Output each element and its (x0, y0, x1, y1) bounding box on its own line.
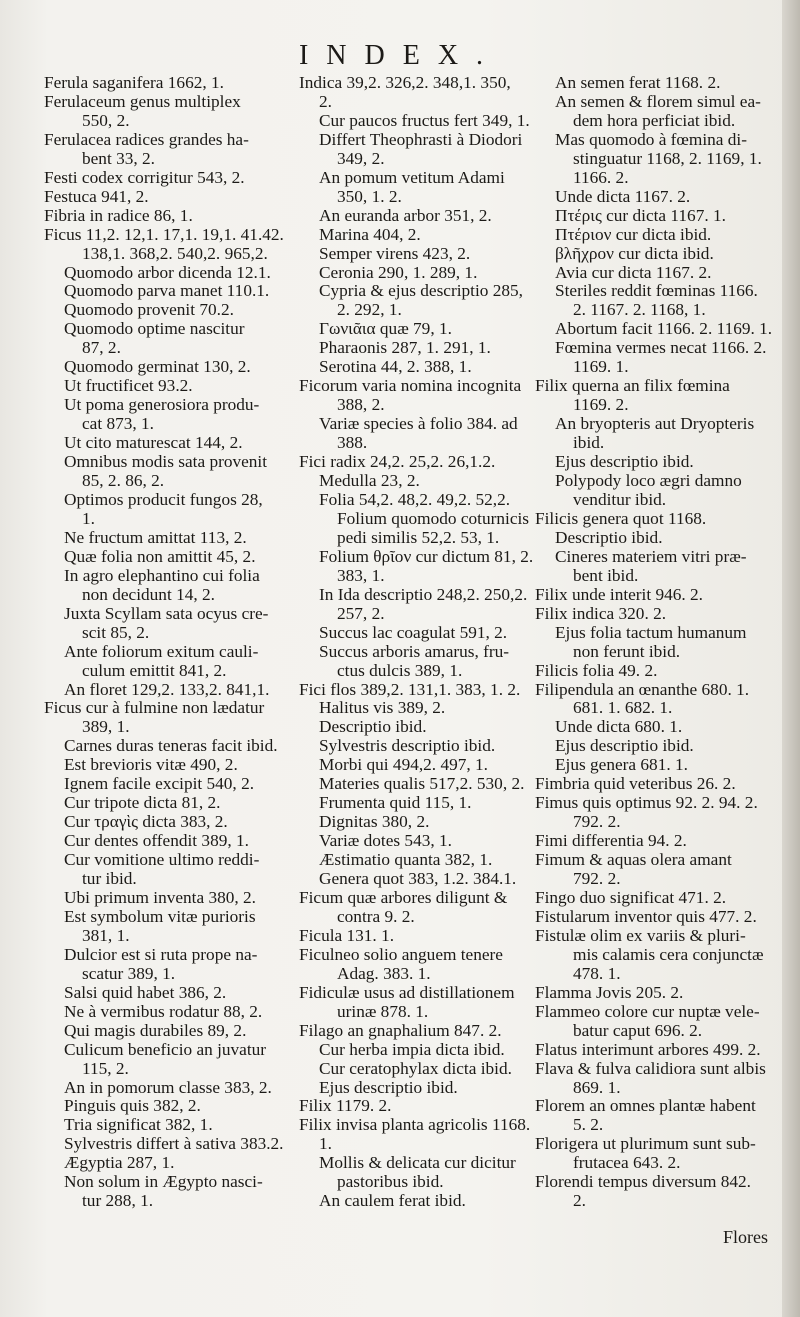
index-entry: Halitus vis 389, 2. (319, 698, 446, 718)
index-entry: bent 33, 2. (82, 148, 155, 168)
catchword: Flores (723, 1227, 768, 1247)
index-entry: Fimi differentia 94. 2. (535, 831, 687, 851)
index-entry: Cur tripote dicta 81, 2. (64, 793, 221, 813)
index-entry: An caulem ferat ibid. (319, 1191, 466, 1211)
index-entry: pastoribus ibid. (337, 1172, 444, 1192)
index-entry: Cur herba impia dicta ibid. (319, 1039, 505, 1059)
index-entry: Tria significat 382, 1. (64, 1115, 213, 1135)
index-entry: ibid. (573, 433, 605, 453)
index-entry: non ferunt ibid. (573, 641, 681, 661)
index-entry: Fœmina vermes necat 1166. 2. (555, 338, 767, 358)
index-entry: Avia cur dicta 1167. 2. (555, 262, 712, 282)
index-entry: Flamma Jovis 205. 2. (535, 982, 684, 1002)
index-entry: Cur dentes offendit 389, 1. (64, 831, 249, 851)
index-entry: Ægyptia 287, 1. (64, 1153, 175, 1173)
index-entry: Unde dicta 1167. 2. (555, 186, 691, 206)
index-entry: Folium θρῖον cur dictum 81, 2. (319, 546, 534, 566)
index-entry: Fici flos 389,2. 131,1. 383, 1. 2. (299, 679, 521, 699)
index-entry: Flammeo colore cur nuptæ vele- (535, 1001, 760, 1021)
index-column-1 (44, 74, 292, 1211)
index-entry: Morbi qui 494,2. 497, 1. (319, 755, 488, 775)
index-entry: Ferulacea radices grandes ha- (44, 129, 249, 149)
index-entry: Ficus cur à fulmine non lædatur (44, 698, 265, 718)
index-entry: An bryopteris aut Dryopteris (555, 414, 755, 434)
index-entry: Ficula 131. 1. (299, 925, 395, 945)
index-entry: Florigera ut plurimum sunt sub- (535, 1134, 756, 1154)
index-entry: Ejus descriptio ibid. (319, 1077, 458, 1097)
index-entry: 5. 2. (573, 1115, 604, 1135)
index-entry: Adag. 383. 1. (337, 963, 431, 983)
index-entry: Unde dicta 680. 1. (555, 717, 683, 737)
index-entry: Cur τραγὶς dicta 383, 2. (64, 812, 228, 832)
index-entry: 87, 2. (82, 338, 121, 358)
index-entry: Festi codex corrigitur 543, 2. (44, 167, 245, 187)
index-entry: Frumenta quid 115, 1. (319, 793, 472, 813)
index-entry: Ut poma generosiora produ- (64, 395, 260, 415)
index-entry: Filix unde interit 946. 2. (535, 584, 704, 604)
index-entry: Ceronia 290, 1. 289, 1. (319, 262, 478, 282)
index-entry: 869. 1. (573, 1077, 621, 1097)
index-entry: Fici radix 24,2. 25,2. 26,1.2. (299, 452, 496, 472)
index-entry: βλῆχρον cur dicta ibid. (555, 243, 714, 263)
index-entry: Descriptio ibid. (555, 527, 663, 547)
index-entry: Folium quomodo coturnicis (337, 508, 530, 528)
index-entry: 1. (319, 1134, 332, 1154)
index-entry: Sylvestris descriptio ibid. (319, 736, 496, 756)
index-entry: Variæ dotes 543, 1. (319, 831, 452, 851)
index-entry: Filicis folia 49. 2. (535, 660, 658, 680)
index-entry: Ut fructificet 93.2. (64, 376, 193, 396)
index-entry: Filix indica 320. 2. (535, 603, 667, 623)
index-entry: Differt Theophrasti à Diodori (319, 129, 523, 149)
index-entry: Filix invisa planta agricolis 1168. (299, 1115, 531, 1135)
index-entry: An semen & florem simul ea- (555, 91, 761, 111)
index-entry: tur 288, 1. (82, 1191, 154, 1211)
index-entry: Succus arboris amarus, fru- (319, 641, 510, 661)
index-entry: An in pomorum classe 383, 2. (64, 1077, 272, 1097)
index-entry: Genera quot 383, 1.2. 384.1. (319, 869, 517, 889)
index-entry: Ejus folia tactum humanum (555, 622, 747, 642)
index-entry: non decidunt 14, 2. (82, 584, 215, 604)
index-entry: urinæ 878. 1. (337, 1001, 429, 1021)
index-entry: tur ibid. (82, 869, 137, 889)
index-entry: Πτέρις cur dicta 1167. 1. (555, 205, 726, 225)
index-entry: Ejus descriptio ibid. (555, 452, 694, 472)
index-entry: Pharaonis 287, 1. 291, 1. (319, 338, 491, 358)
index-entry: 1166. 2. (573, 167, 629, 187)
index-entry: 349, 2. (337, 148, 385, 168)
index-entry: 2. (319, 91, 332, 111)
index-entry: Cineres materiem vitri præ- (555, 546, 747, 566)
index-entry: Γωνιᾶια quæ 79, 1. (319, 319, 452, 339)
index-entry: Quomodo germinat 130, 2. (64, 357, 251, 377)
index-entry: cat 873, 1. (82, 414, 154, 434)
index-entry: Ne à vermibus rodatur 88, 2. (64, 1001, 263, 1021)
index-entry: scatur 389, 1. (82, 963, 176, 983)
index-entry: venditur ibid. (573, 489, 667, 509)
index-entry: Succus lac coagulat 591, 2. (319, 622, 508, 642)
index-entry: Indica 39,2. 326,2. 348,1. 350, (299, 73, 511, 92)
index-entry: Filix 1179. 2. (299, 1096, 392, 1116)
index-entry: Ejus genera 681. 1. (555, 755, 688, 775)
index-entry: Filix querna an filix fœmina (535, 376, 730, 396)
index-entry: 550, 2. (82, 110, 130, 130)
index-entry: Πτέριον cur dicta ibid. (555, 224, 712, 244)
index-entry: Festuca 941, 2. (44, 186, 149, 206)
index-entry: 2. 292, 1. (337, 300, 402, 320)
index-entry: pedi similis 52,2. 53, 1. (337, 527, 500, 547)
index-entry: 257, 2. (337, 603, 385, 623)
index-entry: 383, 1. (337, 565, 385, 585)
index-entry: Quomodo provenit 70.2. (64, 300, 234, 320)
index-entry: Non solum in Ægypto nasci- (64, 1172, 263, 1192)
index-entry: Fimum & aquas olera amant (535, 850, 732, 870)
index-entry: dem hora perficiat ibid. (573, 110, 736, 130)
index-entry: 681. 1. 682. 1. (573, 698, 673, 718)
index-entry: 1. (82, 508, 95, 528)
index-entry: 792. 2. (573, 812, 621, 832)
index-entry: 2. 1167. 2. 1168, 1. (573, 300, 706, 320)
index-entry: 350, 1. 2. (337, 186, 402, 206)
index-entry: 388, 2. (337, 395, 385, 415)
index-entry: culum emittit 841, 2. (82, 660, 227, 680)
index-entry: 389, 1. (82, 717, 130, 737)
index-entry: 1169. 2. (573, 395, 629, 415)
index-entry: batur caput 696. 2. (573, 1020, 703, 1040)
index-entry: 792. 2. (573, 869, 621, 889)
index-entry: Fimbria quid veteribus 26. 2. (535, 774, 736, 794)
index-entry: ctus dulcis 389, 1. (337, 660, 463, 680)
index-entry: Quomodo arbor dicenda 12.1. (64, 262, 271, 282)
index-entry: Cur ceratophylax dicta ibid. (319, 1058, 512, 1078)
index-entry: Florendi tempus diversum 842. (535, 1172, 751, 1192)
index-entry: Quomodo parva manet 110.1. (64, 281, 270, 301)
index-entry: scit 85, 2. (82, 622, 150, 642)
index-entry: Ficus 11,2. 12,1. 17,1. 19,1. 41.42. (44, 224, 284, 244)
index-entry: Ne fructum amittat 113, 2. (64, 527, 247, 547)
index-entry: Ignem facile excipit 540, 2. (64, 774, 255, 794)
index-entry: bent ibid. (573, 565, 639, 585)
index-entry: Folia 54,2. 48,2. 49,2. 52,2. (319, 489, 511, 509)
index-entry: Mollis & delicata cur dicitur (319, 1153, 516, 1173)
index-entry: Culicum beneficio an juvatur (64, 1039, 267, 1059)
page-edge (782, 0, 800, 1317)
index-entry: Salsi quid habet 386, 2. (64, 982, 227, 1002)
index-entry: Dulcior est si ruta prope na- (64, 944, 258, 964)
index-entry: Fibria in radice 86, 1. (44, 205, 193, 225)
index-entry: Semper virens 423, 2. (319, 243, 471, 263)
index-entry: Fistulæ olim ex variis & pluri- (535, 925, 746, 945)
index-entry: stinguatur 1168, 2. 1169, 1. (573, 148, 762, 168)
index-entry: 138,1. 368,2. 540,2. 965,2. (82, 243, 268, 263)
index-entry: In agro elephantino cui folia (64, 565, 260, 585)
index-entry: Ferula saganifera 1662, 1. (44, 73, 224, 92)
index-entry: An semen ferat 1168. 2. (555, 73, 721, 92)
index-entry: Pinguis quis 382, 2. (64, 1096, 201, 1116)
index-entry: Ubi primum inventa 380, 2. (64, 887, 256, 907)
index-entry: 478. 1. (573, 963, 621, 983)
index-entry: Flatus interimunt arbores 499. 2. (535, 1039, 761, 1059)
index-entry: Ficum quæ arbores diligunt & (299, 887, 508, 907)
index-entry: Ficulneo solio anguem tenere (299, 944, 503, 964)
index-entry: Steriles reddit fœminas 1166. (555, 281, 758, 301)
index-entry: Juxta Scyllam sata ocyus cre- (64, 603, 269, 623)
index-entry: In Ida descriptio 248,2. 250,2. (319, 584, 528, 604)
index-entry: Filicis genera quot 1168. (535, 508, 707, 528)
index-entry: Mas quomodo à fœmina di- (555, 129, 747, 149)
index-entry: Fidiculæ usus ad distillationem (299, 982, 515, 1002)
index-entry: Florem an omnes plantæ habent (535, 1096, 756, 1116)
index-entry: Polypody loco ægri damno (555, 471, 742, 491)
index-entry: Ferulaceum genus multiplex (44, 91, 241, 111)
index-entry: Variæ species à folio 384. ad (319, 414, 518, 434)
index-entry: Ante foliorum exitum cauli- (64, 641, 259, 661)
index-entry: Sylvestris differt à sativa 383.2. (64, 1134, 284, 1154)
index-entry: An pomum vetitum Adami (319, 167, 505, 187)
index-entry: Marina 404, 2. (319, 224, 421, 244)
index-column-2 (299, 74, 535, 1211)
index-entry: An floret 129,2. 133,2. 841,1. (64, 679, 270, 699)
index-entry: contra 9. 2. (337, 906, 415, 926)
index-entry: Cypria & ejus descriptio 285, (319, 281, 523, 301)
index-entry: 85, 2. 86, 2. (82, 471, 165, 491)
index-entry: Filago an gnaphalium 847. 2. (299, 1020, 502, 1040)
index-entry: Abortum facit 1166. 2. 1169. 1. (555, 319, 773, 339)
index-entry: Ut cito maturescat 144, 2. (64, 433, 243, 453)
index-entry: mis calamis cera conjunctæ (573, 944, 764, 964)
index-entry: Optimos producit fungos 28, (64, 489, 263, 509)
index-entry: Cur vomitione ultimo reddi- (64, 850, 260, 870)
index-entry: Materies qualis 517,2. 530, 2. (319, 774, 525, 794)
page-title: INDEX. (298, 40, 502, 71)
index-entry: 2. (573, 1191, 586, 1211)
index-entry: Serotina 44, 2. 388, 1. (319, 357, 472, 377)
index-entry: Carnes duras teneras facit ibid. (64, 736, 278, 756)
index-entry: 381, 1. (82, 925, 130, 945)
index-entry: Cur paucos fructus fert 349, 1. (319, 110, 530, 130)
index-entry: frutacea 643. 2. (573, 1153, 681, 1173)
index-entry: Fimus quis optimus 92. 2. 94. 2. (535, 793, 758, 813)
index-entry: Filipendula an œnanthe 680. 1. (535, 679, 750, 699)
index-entry: Ficorum varia nomina incognita (299, 376, 522, 396)
index-entry: Est symbolum vitæ purioris (64, 906, 256, 926)
index-entry: Quomodo optime nascitur (64, 319, 245, 339)
index-entry: Medulla 23, 2. (319, 471, 420, 491)
index-entry: Omnibus modis sata provenit (64, 452, 268, 472)
index-entry: 388. (337, 433, 368, 453)
index-entry: Quæ folia non amittit 45, 2. (64, 546, 256, 566)
index-entry: 1169. 1. (573, 357, 629, 377)
index-entry: Fingo duo significat 471. 2. (535, 887, 727, 907)
index-entry: Descriptio ibid. (319, 717, 427, 737)
index-entry: Qui magis durabiles 89, 2. (64, 1020, 247, 1040)
index-entry: Fistularum inventor quis 477. 2. (535, 906, 757, 926)
index-entry: 115, 2. (82, 1058, 129, 1078)
index-entry: An euranda arbor 351, 2. (319, 205, 492, 225)
index-entry: Est brevioris vitæ 490, 2. (64, 755, 238, 775)
index-entry: Dignitas 380, 2. (319, 812, 430, 832)
index-column-3 (535, 74, 793, 1211)
index-entry: Flava & fulva calidiora sunt albis (535, 1058, 766, 1078)
index-entry: Ejus descriptio ibid. (555, 736, 694, 756)
index-entry: Æstimatio quanta 382, 1. (319, 850, 493, 870)
